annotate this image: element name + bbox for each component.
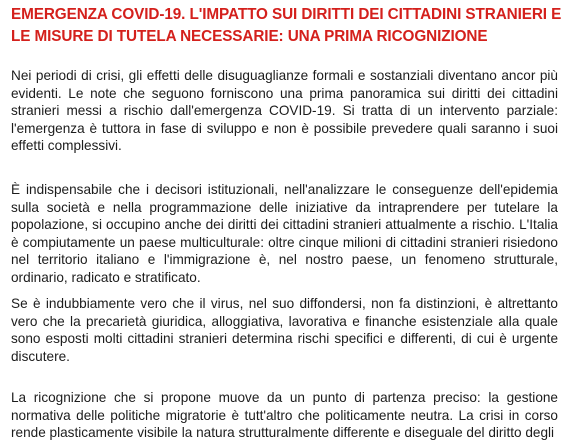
document-title: EMERGENZA COVID-19. L'IMPATTO SUI DIRITTI DEI CITTADINI STRANIERI E LE MISURE DI TUTELA NECESSARIE: UNA PRIMA RICOGNIZIONE [11, 6, 562, 45]
paragraph-specific-risks: Se è indubbiamente vero che il virus, nel suo diffondersi, non fa distinzioni, è altrettanto vero che la precarietà giuridica, alloggiativa, lavorativa e finanche esistenziale alla quale sono esposti molti cittadini stranieri determina rischi specifici e differenti, di cui è urgente discutere. [11, 296, 558, 364]
paragraph-institutional-decision-makers: È indispensabile che i decisori istituzionali, nell'analizzare le conseguenze dell'epidemia sulla società e nella programmazione delle iniziative da intraprendere per tutelare la popolazione, si occupino anche dei diritti dei cittadini stranieri attualmente a rischio. L'Italia è compiutamente un paese multiculturale: oltre cinque milioni di cittadini stranieri risiedono nel territorio italiano e l'immigrazione è, nel nostro paese, un fenomeno strutturale, ordinario, radicato e stratificato. [11, 182, 558, 285]
paragraph-migration-policy: La ricognizione che si propone muove da un punto di partenza preciso: la gestione normativa delle politiche migratorie è tutt'altro che politicamente neutra. La crisi in corso rende plasticamente visibile la natura strutturalmente differente e diseguale del diritto degli [11, 390, 558, 441]
paragraph-intro: Nei periodi di crisi, gli effetti delle disuguaglianze formali e sostanziali diventano ancor più evidenti. Le note che seguono forniscono una prima panoramica sui diritti dei cittadini stranieri messi a rischio dall'emergenza COVID-19. Si tratta di un intervento parziale: l'emergenza è tuttora in fase di sviluppo e non è possibile prevedere quali saranno i suoi effetti complessivi. [11, 68, 558, 154]
